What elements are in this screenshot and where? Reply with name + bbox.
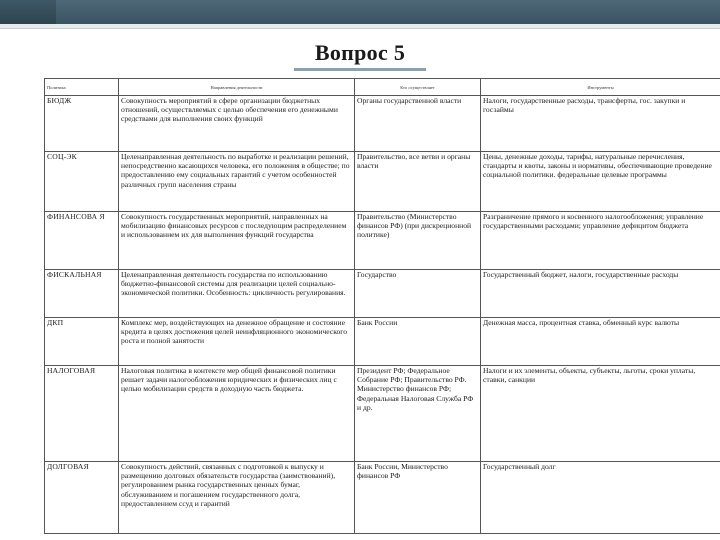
table-row-budget (45, 96, 720, 152)
header-who: Кто осуществляет (355, 79, 481, 96)
slide-title: Вопрос 5 (314, 40, 406, 65)
row-direction: Комплекс мер, воздействующих на денежное обращение и состояние кредита в целях достижения целей неинфляционного экономического роста и полной занятости (119, 318, 355, 366)
row-direction: Совокупность государственных мероприятий, направленных на мобилизацию финансовых ресурсов с последующим распределением и использованием их для выполнения функций государства (119, 212, 355, 270)
row-direction: Налоговая политика в контексте мер общей финансовой политики решает задачи налогообложения юридических и физических лиц с целью мобилизации средств в доходную часть бюджета. (119, 366, 355, 462)
table-row-fiscal (45, 270, 720, 318)
header-direction: Направления деятельности (119, 79, 355, 96)
table-row-tax (45, 366, 720, 462)
row-who: Президент РФ; Федеральное Собрание РФ; Правительство РФ. Министерство финансов РФ; Федеральная Налоговая Служба РФ и др. (355, 366, 481, 462)
row-who: Правительство (Министерство финансов РФ) (при дискреционной политике) (355, 212, 481, 270)
row-tools: Разграничение прямого и косвенного налогообложения; управление государственными расходами; управление дефицитом бюджета (481, 212, 720, 270)
slide-top-bar-panel (56, 0, 720, 24)
header-policy: Политика (45, 79, 119, 96)
row-who: Правительство, все ветви и органы власти (355, 152, 481, 212)
slide-top-bar (0, 0, 720, 24)
row-who: Органы государственной власти (355, 96, 481, 152)
row-policy-name: БЮДЖ (45, 96, 119, 152)
slide-top-accent (0, 24, 720, 29)
row-tools: Цены, денежные доходы, тарифы, натуральные перечисления, стандарты и квоты, законы и нормативы, обеспечивающие проведение социальной политики. федеральные целевые программы (481, 152, 720, 212)
policy-table (44, 78, 720, 534)
row-direction: Совокупность мероприятий в сфере организации бюджетных отношений, осуществляемых с целью обеспечения его денежными средствами для выполнения своих функций (119, 96, 355, 152)
table-body (45, 96, 720, 534)
table-row-financial (45, 212, 720, 270)
table-row-social (45, 152, 720, 212)
row-tools: Государственный бюджет, налоги, государственные расходы (481, 270, 720, 318)
row-direction: Совокупность действий, связанных с подготовкой к выпуску и размещению долговых обязательств государства (заимствований), регулированием рынка государственных ценных бумаг, обслуживанием и погашением государственного долга, предоставлением ссуд и гарантий (119, 462, 355, 534)
row-direction: Целенаправленная деятельность государства по использованию бюджетно-финансовой системы для реализации целей социально-экономической политики. Особенность: цикличность регулирования. (119, 270, 355, 318)
row-policy-name: ДОЛГОВАЯ (45, 462, 119, 534)
row-policy-name: СОЦ-ЭК (45, 152, 119, 212)
row-direction: Целенаправленная деятельность по выработке и реализации решений, непосредственно касающихся человека, его положения в обществе; по предоставлению ему социальных гарантий с учетом особенностей различных групп населения страны (119, 152, 355, 212)
row-who: Банк России, Министерство финансов РФ (355, 462, 481, 534)
header-tools: Инструменты (481, 79, 720, 96)
row-policy-name: НАЛОГОВАЯ (45, 366, 119, 462)
table-row-debt (45, 462, 720, 534)
title-underline (294, 68, 426, 71)
row-tools: Налоги и их элементы, объекты, субъекты, льготы, сроки уплаты, ставки, санкции (481, 366, 720, 462)
table-row-monetary (45, 318, 720, 366)
row-tools: Налоги, государственные расходы, трансферты, гос. закупки и госзаймы (481, 96, 720, 152)
header-row (45, 79, 720, 96)
row-who: Государство (355, 270, 481, 318)
row-tools: Государственный долг (481, 462, 720, 534)
row-policy-name: ФИНАНСОВА Я (45, 212, 119, 270)
table-header (45, 79, 720, 96)
row-who: Банк России (355, 318, 481, 366)
row-policy-name: ФИСКАЛЬНАЯ (45, 270, 119, 318)
row-policy-name: ДКП (45, 318, 119, 366)
row-tools: Денежная масса, процентная ставка, обменный курс валюты (481, 318, 720, 366)
